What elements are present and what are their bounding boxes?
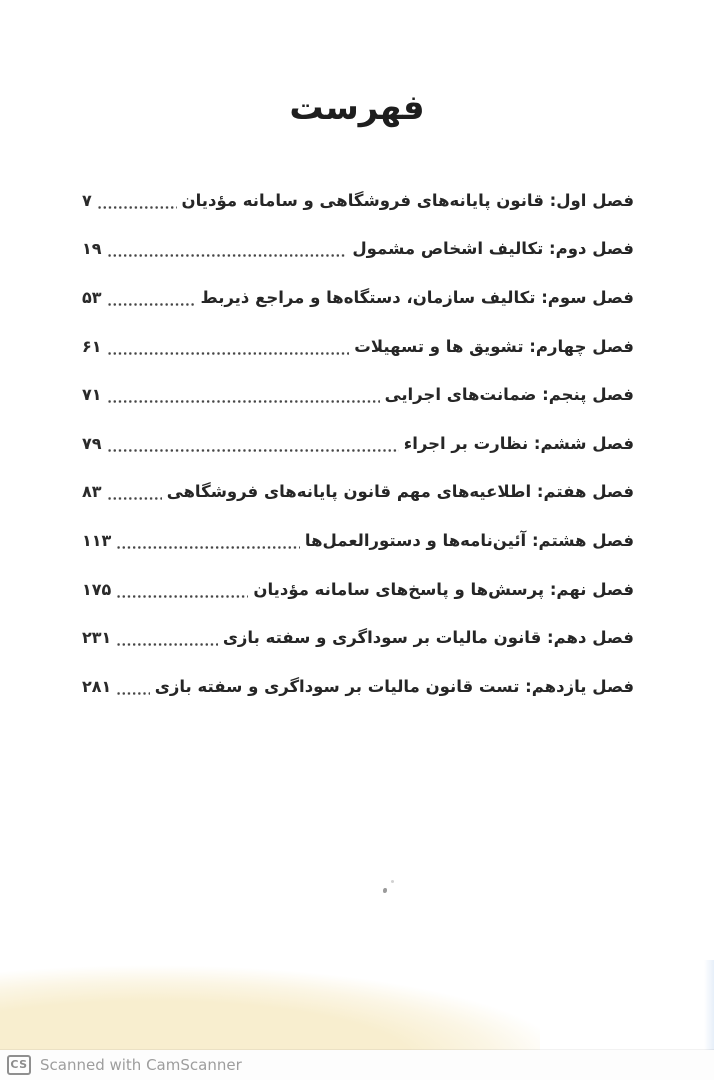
chapter-title: فصل هفتم: اطلاعیه‌های مهم قانون پایانه‌های فروشگاهی	[166, 482, 634, 502]
dotted-leader	[107, 497, 162, 500]
page-title: فهرست	[289, 88, 425, 128]
chapter-title: فصل دهم: قانون مالیات بر سوداگری و سفته بازی	[222, 628, 634, 648]
chapter-title: فصل نهم: پرسش‌ها و پاسخ‌های سامانه مؤدیان	[253, 579, 634, 599]
dotted-leader	[107, 449, 399, 452]
scan-shadow-tint	[0, 910, 540, 1050]
dotted-leader	[116, 546, 300, 549]
chapter-title: فصل ششم: نظارت بر اجراء	[403, 433, 634, 453]
chapter-title: فصل یازدهم: تست قانون مالیات بر سوداگری و سفته بازی	[154, 676, 634, 696]
toc-row	[82, 176, 634, 225]
dotted-leader	[116, 692, 149, 695]
table-of-contents	[82, 176, 634, 711]
toc-row	[82, 565, 634, 614]
scan-artifact-speck	[383, 888, 387, 893]
toc-row	[82, 662, 634, 711]
page-number: ۷۹	[82, 433, 102, 453]
scan-artifact-speck	[391, 880, 394, 883]
dotted-leader	[107, 400, 380, 403]
page-number: ۵۳	[82, 287, 102, 307]
toc-row	[82, 419, 634, 468]
page-number: ۲۸۱	[82, 676, 112, 696]
toc-row	[82, 322, 634, 371]
dotted-leader	[107, 352, 350, 355]
chapter-title: فصل پنجم: ضمانت‌های اجرایی	[384, 385, 634, 405]
page-number: ۱۷۵	[82, 579, 112, 599]
camscanner-logo-icon: CS	[7, 1055, 31, 1075]
chapter-title: فصل اول: قانون پایانه‌های فروشگاهی و سامانه مؤدیان	[181, 190, 634, 210]
page-number: ۲۳۱	[82, 628, 112, 648]
dotted-leader	[116, 595, 248, 598]
dotted-leader	[116, 643, 218, 646]
page-number: ۷	[82, 190, 92, 210]
camscanner-watermark-bar	[0, 1050, 714, 1080]
chapter-title: فصل چهارم: تشویق ها و تسهیلات	[354, 336, 634, 356]
dotted-leader	[97, 206, 177, 209]
toc-row	[82, 273, 634, 322]
toc-row	[82, 370, 634, 419]
toc-row	[82, 468, 634, 517]
page-number: ۱۱۳	[82, 530, 112, 550]
chapter-title: فصل هشتم: آئین‌نامه‌ها و دستورالعمل‌ها	[304, 530, 634, 550]
page-number: ۸۳	[82, 482, 102, 502]
page-number: ۷۱	[82, 385, 102, 405]
dotted-leader	[107, 303, 196, 306]
page-number: ۶۱	[82, 336, 102, 356]
toc-row	[82, 225, 634, 274]
scan-edge-tint	[704, 960, 714, 1050]
toc-row	[82, 516, 634, 565]
chapter-title: فصل سوم: تکالیف سازمان، دستگاه‌ها و مراجع ذیربط	[200, 287, 634, 307]
page-number: ۱۹	[82, 239, 102, 259]
dotted-leader	[107, 254, 348, 257]
chapter-title: فصل دوم: تکالیف اشخاص مشمول	[352, 239, 634, 259]
toc-row	[82, 613, 634, 662]
watermark-label: Scanned with CamScanner	[40, 1056, 242, 1074]
